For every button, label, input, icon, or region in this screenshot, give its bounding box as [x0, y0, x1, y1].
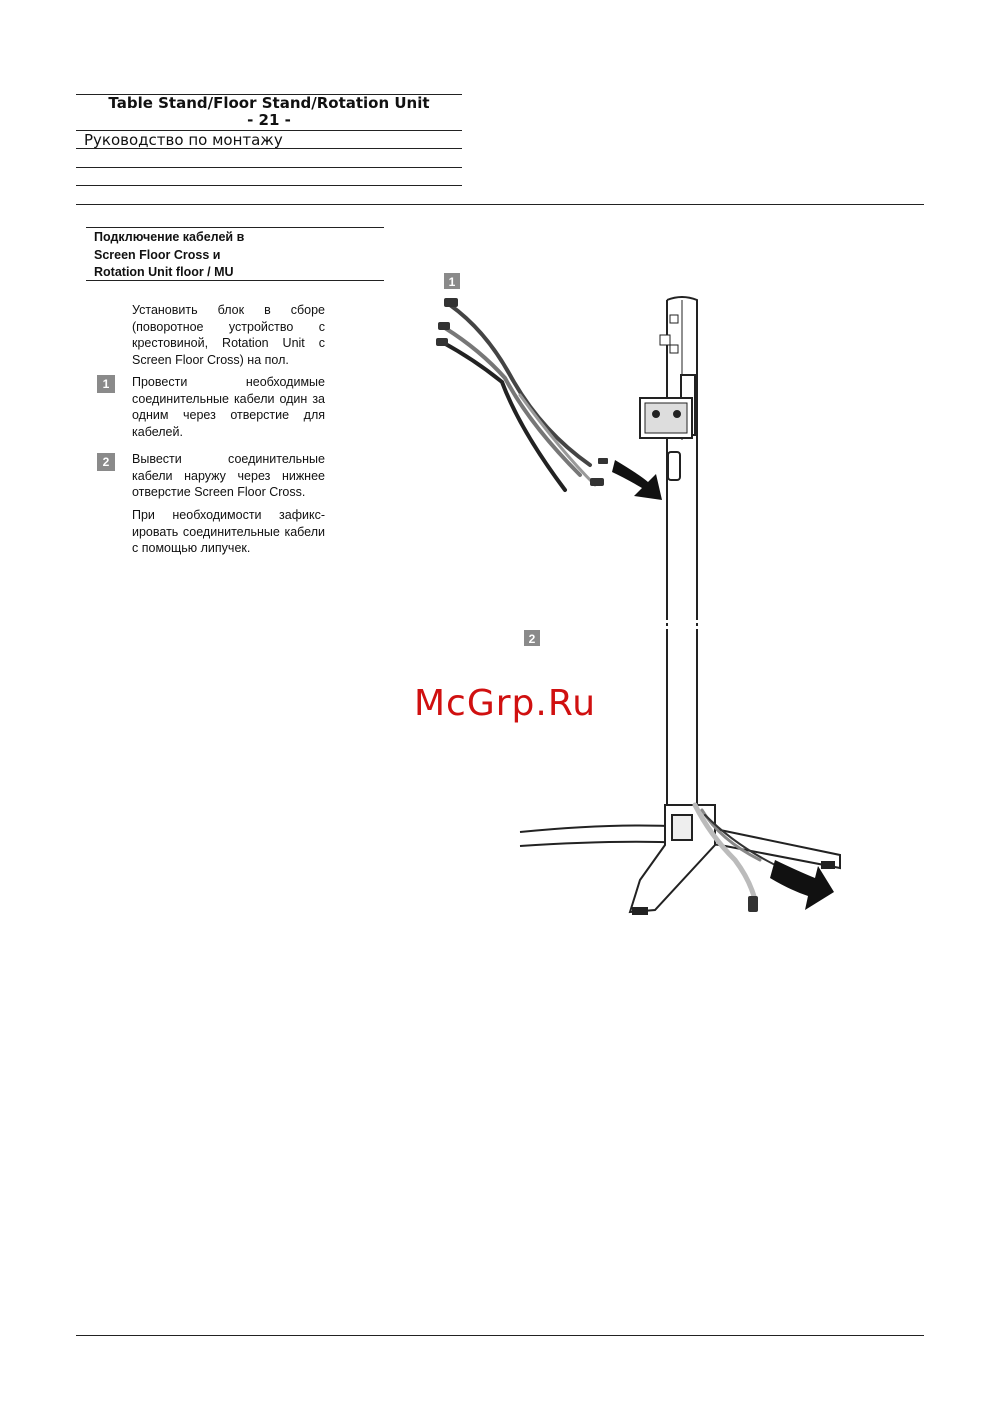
cable-opening	[668, 452, 680, 480]
header-rule-3	[76, 148, 462, 149]
section-heading-line: Подключение кабелей в	[94, 230, 245, 244]
cable-plug-lower	[748, 896, 758, 912]
doc-subtitle: Руководство по монтажу	[84, 131, 283, 149]
step-2-badge: 2	[97, 453, 115, 471]
cables-upper	[442, 305, 595, 490]
section-heading-line: Screen Floor Cross и	[94, 247, 221, 262]
section-heading-line: Rotation Unit floor / MU	[94, 265, 234, 279]
header-rule-5	[76, 185, 462, 186]
page-rule-top	[76, 204, 924, 205]
header-rule-4	[76, 167, 462, 168]
watermark: McGrp.Ru	[413, 683, 597, 724]
step-2-text: Вывести соединительные кабели наружу через нижнее отверстие Screen Floor Cross.	[132, 452, 325, 499]
page-number: - 21 -	[247, 111, 291, 129]
section-heading	[94, 229, 379, 282]
floor-stand-illustration	[390, 260, 850, 930]
floor-cross	[520, 805, 840, 914]
page-rule-bottom	[76, 1335, 924, 1336]
step-note-text: При необходимости зафикс-ировать соединительные кабели с помощью липучек.	[132, 508, 325, 555]
step-1-text: Провести необходимые соединительные кабели один за одним через отверстие для кабелей.	[132, 375, 325, 439]
section-rule-top	[86, 227, 384, 228]
callout-2-label: 2	[528, 632, 536, 646]
section-rule-bottom	[86, 280, 384, 281]
callout-1-label: 1	[448, 275, 456, 289]
doc-title: Table Stand/Floor Stand/Rotation Unit	[108, 94, 430, 112]
column-lower	[667, 632, 697, 825]
arrow-icon	[612, 460, 662, 500]
step-1-badge: 1	[97, 375, 115, 393]
step-intro-text: Установить блок в сборе (поворотное устройство с крестовиной, Rotation Unit с Screen Floor Cross) на пол.	[132, 303, 325, 367]
